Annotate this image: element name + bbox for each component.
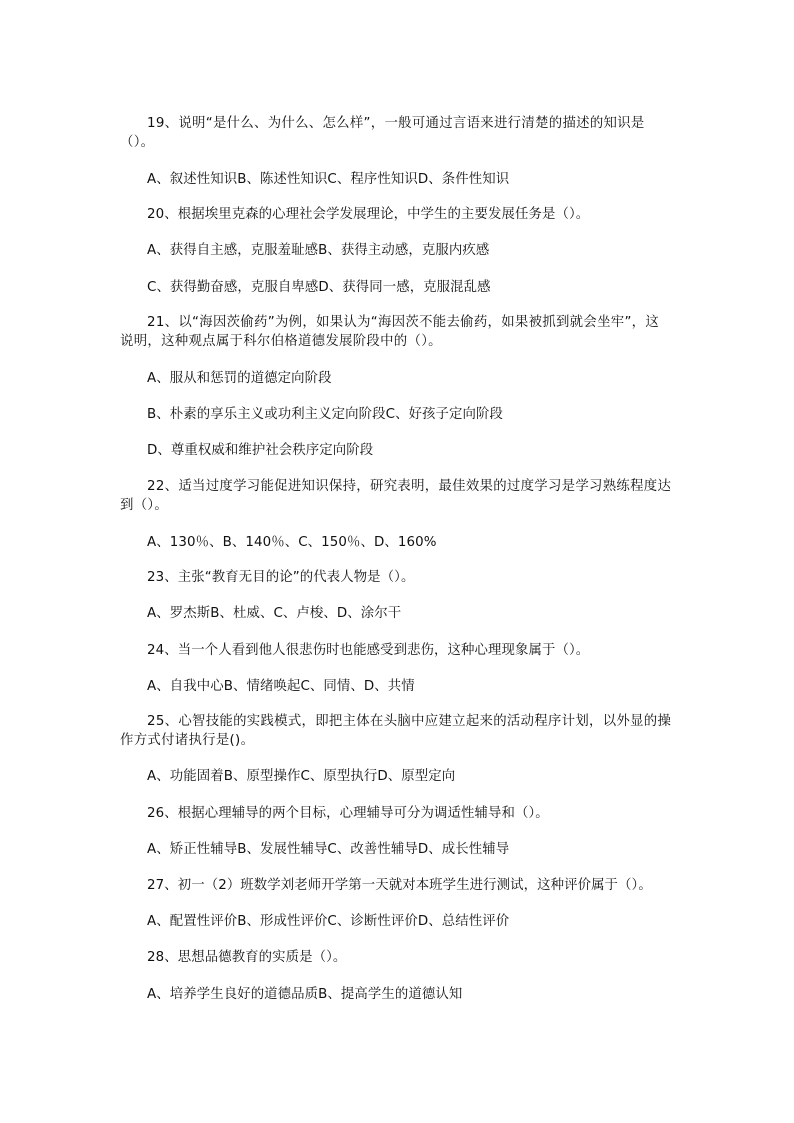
- question-21-option-bc: [120, 405, 672, 424]
- question-19-options-text: A、叙述性知识B、陈述性知识C、程序性知识D、条件性知识: [147, 172, 510, 187]
- question-26-options: [120, 840, 672, 859]
- question-23-options-text: A、罗杰斯B、杜威、C、卢梭、D、涂尔干: [147, 606, 402, 621]
- question-22: [120, 477, 672, 515]
- question-23-options: [120, 604, 672, 623]
- question-19-text: 19、说明“是什么、为什么、怎么样”，一般可通过言语来进行清楚的描述的知识是（）。: [120, 116, 645, 150]
- question-27: [120, 876, 672, 895]
- question-25-options-text: A、功能固着B、原型操作C、原型执行D、原型定向: [147, 769, 456, 784]
- question-21-option-d-text: D、尊重权威和维护社会秩序定向阶段: [147, 443, 374, 458]
- question-21-option-a-text: A、服从和惩罚的道德定向阶段: [147, 371, 332, 386]
- question-20-options-ab-text: A、获得自主感，克服羞耻感B、获得主动感，克服内疚感: [147, 243, 490, 258]
- question-24: [120, 641, 672, 660]
- question-22-options-text: A、130％、B、140％、C、150％、D、160%: [147, 535, 437, 550]
- question-22-options: [120, 533, 672, 552]
- question-28-options: [120, 985, 672, 1004]
- question-27-text: 27、初一（2）班数学刘老师开学第一天就对本班学生进行测试，这种评价属于（）。: [147, 878, 652, 893]
- question-20-options-ab: [120, 241, 672, 260]
- question-21-option-d: [120, 441, 672, 460]
- question-28-options-text: A、培养学生良好的道德品质B、提高学生的道德认知: [147, 987, 463, 1002]
- question-20-options-cd: [120, 278, 672, 297]
- question-28: [120, 948, 672, 967]
- question-19: [120, 114, 672, 152]
- question-25: [120, 712, 672, 750]
- question-26: [120, 804, 672, 823]
- question-21: [120, 313, 672, 351]
- question-25-options: [120, 767, 672, 786]
- question-28-text: 28、思想品德教育的实质是（）。: [147, 950, 347, 965]
- question-21-text: 21、以“海因茨偷药”为例，如果认为“海因茨不能去偷药，如果被抓到就会坐牢”，这说明，这种观点属于科尔伯格道德发展阶段中的（）。: [120, 315, 660, 349]
- question-22-text: 22、适当过度学习能促进知识保持，研究表明，最佳效果的过度学习是学习熟练程度达到（）。: [120, 479, 672, 513]
- question-21-option-a: [120, 369, 672, 388]
- question-23: [120, 568, 672, 587]
- question-26-options-text: A、矫正性辅导B、发展性辅导C、改善性辅导D、成长性辅导: [147, 842, 510, 857]
- question-24-options: [120, 677, 672, 696]
- question-25-text: 25、心智技能的实践模式，即把主体在头脑中应建立起来的活动程序计划，以外显的操作方式付诸执行是()。: [120, 714, 672, 748]
- question-27-options-text: A、配置性评价B、形成性评价C、诊断性评价D、总结性评价: [147, 914, 510, 929]
- question-24-text: 24、当一个人看到他人很悲伤时也能感受到悲伤，这种心理现象属于（）。: [147, 643, 590, 658]
- question-20-options-cd-text: C、获得勤奋感，克服自卑感D、获得同一感，克服混乱感: [147, 280, 491, 295]
- question-24-options-text: A、自我中心B、情绪唤起C、同情、D、共情: [147, 679, 415, 694]
- question-27-options: [120, 912, 672, 931]
- question-20: [120, 205, 672, 224]
- question-20-text: 20、根据埃里克森的心理社会学发展理论，中学生的主要发展任务是（）。: [147, 207, 590, 222]
- question-21-option-bc-text: B、朴素的享乐主义或功利主义定向阶段C、好孩子定向阶段: [147, 407, 503, 422]
- question-23-text: 23、主张“教育无目的论”的代表人物是（）。: [147, 570, 415, 585]
- question-26-text: 26、根据心理辅导的两个目标，心理辅导可分为调适性辅导和（）。: [147, 806, 549, 821]
- question-19-options: [120, 170, 672, 189]
